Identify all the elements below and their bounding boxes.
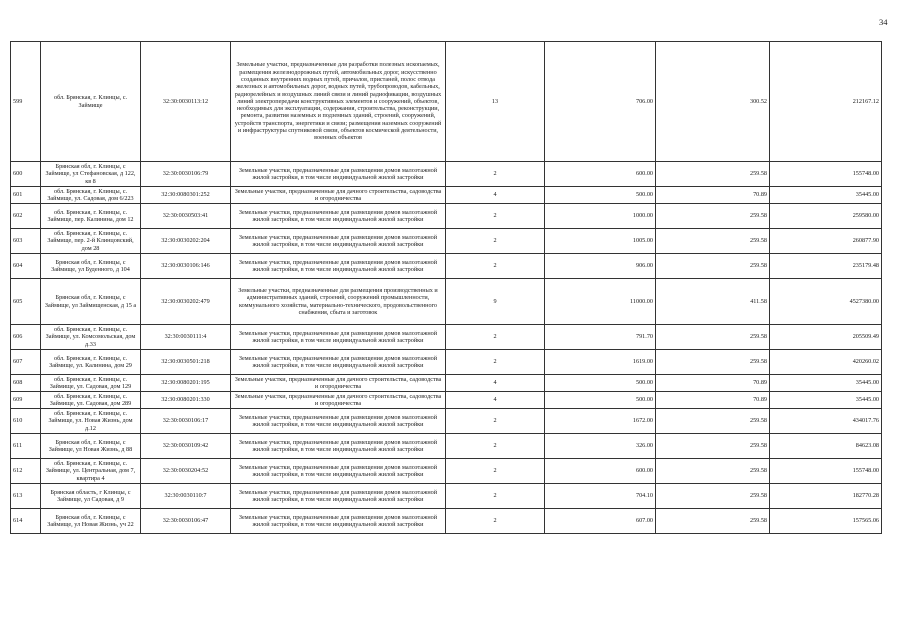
area-cell: 1000.00	[545, 204, 656, 229]
address-cell: обл. Брянская, г. Клинцы, с. Займище, ул. Садовая, дом 6/223	[41, 187, 141, 204]
table-row	[11, 392, 882, 409]
cadastral-number-cell: 32:30:0030204:52	[141, 459, 231, 484]
cadastral-value-cell: 205509.49	[770, 325, 882, 350]
table-row	[11, 375, 882, 392]
row-number: 605	[11, 279, 41, 325]
cadastral-value-cell: 155748.00	[770, 162, 882, 187]
cadastral-value-cell: 4527380.00	[770, 279, 882, 325]
specific-value-cell: 259.58	[656, 325, 770, 350]
area-cell: 704.10	[545, 484, 656, 509]
land-use-description-cell: Земельные участки, предназначенные для дачного строительства, садоводства и огородничества	[231, 392, 446, 409]
cadastral-number-cell: 32:30:0030106:17	[141, 409, 231, 434]
cadastral-value-cell: 420260.02	[770, 350, 882, 375]
address-cell: обл. Брянская, г. Клинцы, с. Займище, пер. 2-й Клинцовский, дом 28	[41, 229, 141, 254]
group-number-cell: 2	[446, 459, 545, 484]
address-cell: Брянская обл, г. Клинцы, с Займище, ул Новая Жизнь, д 88	[41, 434, 141, 459]
group-number-cell: 9	[446, 279, 545, 325]
row-number: 613	[11, 484, 41, 509]
row-number: 603	[11, 229, 41, 254]
land-use-description-cell: Земельные участки, предназначенные для размещения домов малоэтажной жилой застройки, в том числе индивидуальной жилой застройки	[231, 409, 446, 434]
land-use-description-cell: Земельные участки, предназначенные для размещения домов малоэтажной жилой застройки, в том числе индивидуальной жилой застройки	[231, 459, 446, 484]
table-row	[11, 409, 882, 434]
area-cell: 500.00	[545, 392, 656, 409]
cadastral-value-cell: 212167.12	[770, 42, 882, 162]
specific-value-cell: 259.58	[656, 509, 770, 534]
specific-value-cell: 259.58	[656, 350, 770, 375]
area-cell: 600.00	[545, 162, 656, 187]
specific-value-cell: 259.58	[656, 229, 770, 254]
land-use-description-cell: Земельные участки, предназначенные для размещения домов малоэтажной жилой застройки, в том числе индивидуальной жилой застройки	[231, 229, 446, 254]
row-number: 611	[11, 434, 41, 459]
table-row	[11, 325, 882, 350]
row-number: 610	[11, 409, 41, 434]
land-use-description-cell: Земельные участки, предназначенные для дачного строительства, садоводства и огородничества	[231, 187, 446, 204]
cadastral-value-cell: 259580.00	[770, 204, 882, 229]
area-cell: 600.00	[545, 459, 656, 484]
address-cell: обл. Брянская, г. Клинцы, с. Займище, пер. Калинина, дом 12	[41, 204, 141, 229]
area-cell: 607.00	[545, 509, 656, 534]
group-number-cell: 13	[446, 42, 545, 162]
row-number: 600	[11, 162, 41, 187]
address-cell: обл. Брянская, г. Клинцы, с. Займище, ул. Садовая, дом 289	[41, 392, 141, 409]
specific-value-cell: 70.89	[656, 375, 770, 392]
cadastral-number-cell: 32:30:0030106:47	[141, 509, 231, 534]
specific-value-cell: 70.89	[656, 392, 770, 409]
land-use-description-cell: Земельные участки, предназначенные для размещения домов малоэтажной жилой застройки, в том числе индивидуальной жилой застройки	[231, 434, 446, 459]
group-number-cell: 4	[446, 392, 545, 409]
cadastral-number-cell: 32:30:0030109:42	[141, 434, 231, 459]
area-cell: 706.00	[545, 42, 656, 162]
table-body	[11, 42, 882, 534]
cadastral-value-cell: 260877.90	[770, 229, 882, 254]
area-cell: 11000.00	[545, 279, 656, 325]
table-row	[11, 350, 882, 375]
area-cell: 500.00	[545, 375, 656, 392]
cadastral-number-cell: 32:30:0030503:41	[141, 204, 231, 229]
group-number-cell: 2	[446, 409, 545, 434]
address-cell: обл. Брянская, г. Клинцы, с. Займище, ул. Садовая, дом 129	[41, 375, 141, 392]
land-use-description-cell: Земельные участки, предназначенные для размещения производственных и административных зданий, строений, сооружений промышленности, коммунального хозяйства, материально-технического, продовольственного снабжения, сбыта и заготовок	[231, 279, 446, 325]
row-number: 614	[11, 509, 41, 534]
address-cell: Брянская обл, г. Клинцы, с Займище, ул Новая Жизнь, уч 22	[41, 509, 141, 534]
cadastral-value-cell: 35445.00	[770, 375, 882, 392]
specific-value-cell: 259.58	[656, 484, 770, 509]
area-cell: 326.00	[545, 434, 656, 459]
cadastral-value-cell: 182770.28	[770, 484, 882, 509]
area-cell: 906.00	[545, 254, 656, 279]
specific-value-cell: 300.52	[656, 42, 770, 162]
cadastral-value-cell: 84623.08	[770, 434, 882, 459]
specific-value-cell: 411.58	[656, 279, 770, 325]
land-use-description-cell: Земельные участки, предназначенные для разработки полезных ископаемых, размещения железнодорожных путей, автомобильных дорог, искусственно созданных внутренних водных путей, причалов, пристаней, полос отвода железных и автомобильных дорог, водных путей, трубопроводов, кабельных, радиорелейных и воздушных линий связи и линий радиофикации, воздушных линий электропередачи конструктивных элементов и сооружений, объектов, необходимых для эксплуатации, содержания, строительства, реконструкции, ремонта, развития наземных и подземных зданий, строений, сооружений, устройств транспорта, энергетики и связи; размещения наземных сооружений и инфраструктуры спутниковой связи, объектов космической деятельности, военных объектов	[231, 42, 446, 162]
group-number-cell: 2	[446, 350, 545, 375]
group-number-cell: 2	[446, 484, 545, 509]
cadastral-number-cell: 32:30:0030202:204	[141, 229, 231, 254]
row-number: 604	[11, 254, 41, 279]
area-cell: 791.70	[545, 325, 656, 350]
row-number: 602	[11, 204, 41, 229]
area-cell: 1672.00	[545, 409, 656, 434]
cadastral-number-cell: 32:30:0080201:195	[141, 375, 231, 392]
cadastral-number-cell: 32:30:0030111:4	[141, 325, 231, 350]
group-number-cell: 2	[446, 254, 545, 279]
cadastral-number-cell: 32:30:0030106:79	[141, 162, 231, 187]
table-row	[11, 204, 882, 229]
table-row	[11, 229, 882, 254]
land-use-description-cell: Земельные участки, предназначенные для размещения домов малоэтажной жилой застройки, в том числе индивидуальной жилой застройки	[231, 254, 446, 279]
cadastral-number-cell: 32:30:0030202:479	[141, 279, 231, 325]
row-number: 607	[11, 350, 41, 375]
land-use-description-cell: Земельные участки, предназначенные для размещения домов малоэтажной жилой застройки, в том числе индивидуальной жилой застройки	[231, 509, 446, 534]
address-cell: обл. Брянская, г. Клинцы, с. Займище, ул. Новая Жизнь, дом д.12	[41, 409, 141, 434]
group-number-cell: 2	[446, 204, 545, 229]
specific-value-cell: 70.89	[656, 187, 770, 204]
group-number-cell: 2	[446, 162, 545, 187]
address-cell: обл. Брянская, г. Клинцы, с. Займище	[41, 42, 141, 162]
row-number: 612	[11, 459, 41, 484]
table-row	[11, 509, 882, 534]
land-use-description-cell: Земельные участки, предназначенные для размещения домов малоэтажной жилой застройки, в том числе индивидуальной жилой застройки	[231, 350, 446, 375]
address-cell: Брянская обл, г. Клинцы, с Займище, ул Стефановская, д 122, кв 8	[41, 162, 141, 187]
specific-value-cell: 259.58	[656, 459, 770, 484]
group-number-cell: 4	[446, 375, 545, 392]
cadastral-number-cell: 32:30:0030106:146	[141, 254, 231, 279]
land-register-table	[10, 41, 882, 534]
row-number: 609	[11, 392, 41, 409]
cadastral-number-cell: 32:30:0030113:12	[141, 42, 231, 162]
group-number-cell: 2	[446, 434, 545, 459]
land-use-description-cell: Земельные участки, предназначенные для размещения домов малоэтажной жилой застройки, в том числе индивидуальной жилой застройки	[231, 484, 446, 509]
address-cell: обл. Брянская, г. Клинцы, с. Займище, ул. Комсомольская, дом д.33	[41, 325, 141, 350]
page-number: 34	[879, 17, 888, 27]
cadastral-number-cell: 32:30:0080201:330	[141, 392, 231, 409]
area-cell: 1005.00	[545, 229, 656, 254]
row-number: 599	[11, 42, 41, 162]
address-cell: Брянская область, г Клинцы, с Займище, ул Садовая, д 9	[41, 484, 141, 509]
land-use-description-cell: Земельные участки, предназначенные для размещения домов малоэтажной жилой застройки, в том числе индивидуальной жилой застройки	[231, 162, 446, 187]
address-cell: обл. Брянская, г. Клинцы, с. Займище, ул. Центральная, дом 7, квартира 4	[41, 459, 141, 484]
row-number: 608	[11, 375, 41, 392]
area-cell: 1619.00	[545, 350, 656, 375]
cadastral-value-cell: 155748.00	[770, 459, 882, 484]
cadastral-value-cell: 434017.76	[770, 409, 882, 434]
cadastral-value-cell: 157565.06	[770, 509, 882, 534]
cadastral-number-cell: 32:30:0030501:218	[141, 350, 231, 375]
table-row	[11, 484, 882, 509]
cadastral-value-cell: 235179.48	[770, 254, 882, 279]
table-row	[11, 42, 882, 162]
cadastral-number-cell: 32:30:0030110:7	[141, 484, 231, 509]
address-cell: обл. Брянская, г. Клинцы, с. Займище, ул. Калинина, дом 29	[41, 350, 141, 375]
row-number: 606	[11, 325, 41, 350]
group-number-cell: 2	[446, 509, 545, 534]
cadastral-value-cell: 35445.00	[770, 392, 882, 409]
cadastral-value-cell: 35445.00	[770, 187, 882, 204]
specific-value-cell: 259.58	[656, 434, 770, 459]
specific-value-cell: 259.58	[656, 409, 770, 434]
area-cell: 500.00	[545, 187, 656, 204]
group-number-cell: 2	[446, 325, 545, 350]
specific-value-cell: 259.58	[656, 254, 770, 279]
specific-value-cell: 259.58	[656, 204, 770, 229]
specific-value-cell: 259.58	[656, 162, 770, 187]
address-cell: Брянская обл, г. Клинцы, с Займище, ул Буденного, д 104	[41, 254, 141, 279]
land-use-description-cell: Земельные участки, предназначенные для размещения домов малоэтажной жилой застройки, в том числе индивидуальной жилой застройки	[231, 325, 446, 350]
table-row	[11, 162, 882, 187]
land-use-description-cell: Земельные участки, предназначенные для размещения домов малоэтажной жилой застройки, в том числе индивидуальной жилой застройки	[231, 204, 446, 229]
table-row	[11, 254, 882, 279]
table-row	[11, 459, 882, 484]
table-row	[11, 187, 882, 204]
land-use-description-cell: Земельные участки, предназначенные для дачного строительства, садоводства и огородничества	[231, 375, 446, 392]
row-number: 601	[11, 187, 41, 204]
table-row	[11, 279, 882, 325]
address-cell: Брянская обл, г. Клинцы, с Займище, ул Займищенская, д 15 а	[41, 279, 141, 325]
table-row	[11, 434, 882, 459]
group-number-cell: 2	[446, 229, 545, 254]
group-number-cell: 4	[446, 187, 545, 204]
cadastral-number-cell: 32:30:0080301:252	[141, 187, 231, 204]
